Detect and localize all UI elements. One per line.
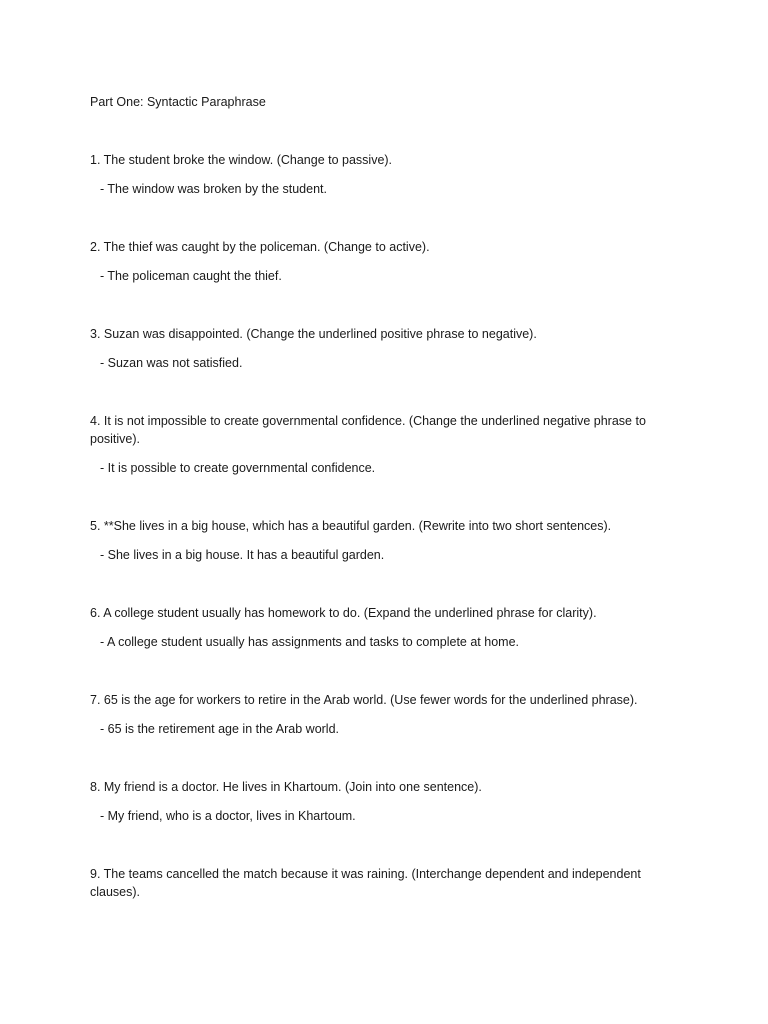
- exercise-item-5: [90, 517, 675, 564]
- exercise-item-3: [90, 325, 675, 372]
- exercise-answer: - The window was broken by the student.: [100, 182, 327, 196]
- exercise-answer: - The policeman caught the thief.: [100, 269, 282, 283]
- exercise-answer: - She lives in a big house. It has a beautiful garden.: [100, 548, 385, 562]
- exercise-question: 8. My friend is a doctor. He lives in Khartoum. (Join into one sentence).: [90, 780, 482, 794]
- exercise-question: 6. A college student usually has homework to do. (Expand the underlined phrase for clarity).: [90, 606, 597, 620]
- exercise-item-2: [90, 238, 675, 285]
- exercise-item-9: [90, 865, 675, 901]
- exercise-item-8: [90, 778, 675, 825]
- exercise-item-7: [90, 691, 675, 738]
- exercise-question: 4. It is not impossible to create governmental confidence. (Change the underlined negative phrase to positive).: [90, 414, 646, 446]
- exercise-item-1: [90, 151, 675, 198]
- exercise-question: 5. **She lives in a big house, which has a beautiful garden. (Rewrite into two short sentences).: [90, 519, 612, 533]
- exercise-answer: - Suzan was not satisfied.: [100, 356, 243, 370]
- exercise-item-6: [90, 604, 675, 651]
- exercise-item-4: [90, 412, 675, 477]
- exercise-question: 1. The student broke the window. (Change to passive).: [90, 153, 393, 167]
- exercise-question: 3. Suzan was disappointed. (Change the underlined positive phrase to negative).: [90, 327, 537, 341]
- exercise-question: 2. The thief was caught by the policeman. (Change to active).: [90, 240, 430, 254]
- exercise-question: 9. The teams cancelled the match because it was raining. (Interchange dependent and independent clauses).: [90, 867, 641, 899]
- exercise-answer: - My friend, who is a doctor, lives in Khartoum.: [100, 809, 356, 823]
- document-title: Part One: Syntactic Paraphrase: [90, 95, 266, 109]
- exercise-answer: - 65 is the retirement age in the Arab world.: [100, 722, 340, 736]
- document-body: [90, 93, 675, 941]
- exercise-question: 7. 65 is the age for workers to retire in the Arab world. (Use fewer words for the underlined phrase).: [90, 693, 638, 707]
- exercise-answer: - It is possible to create governmental confidence.: [100, 461, 376, 475]
- exercise-answer: - A college student usually has assignments and tasks to complete at home.: [100, 635, 519, 649]
